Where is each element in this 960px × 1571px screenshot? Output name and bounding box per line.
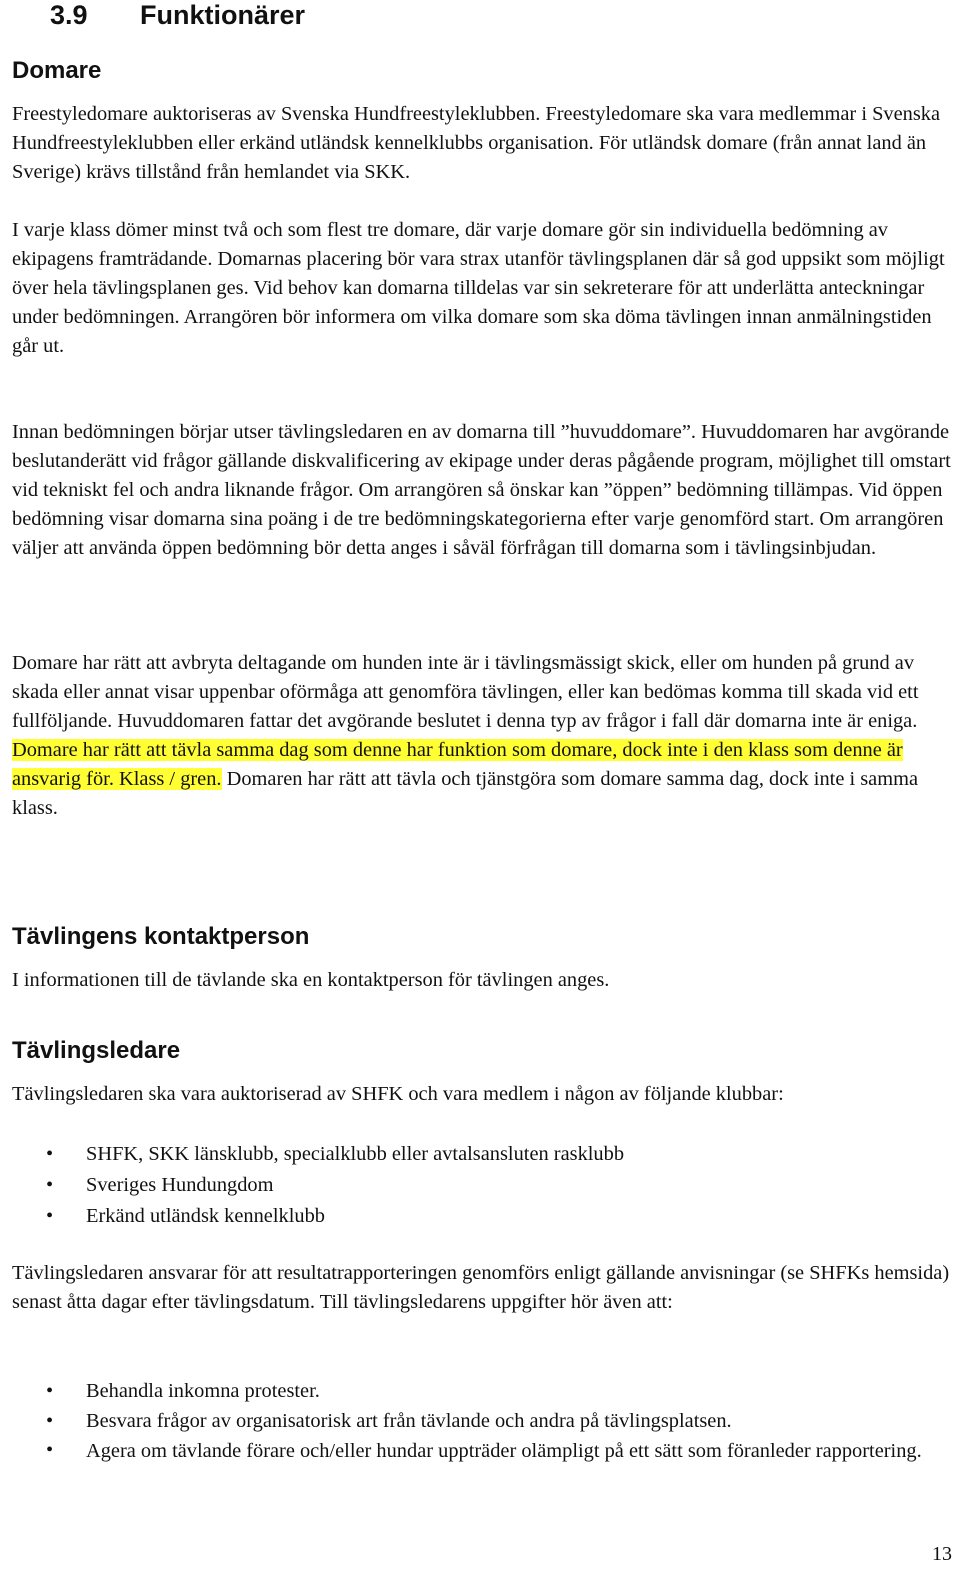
paragraph-kontaktperson: I informationen till de tävlande ska en kontaktperson för tävlingen anges. <box>12 969 610 991</box>
bullet-icon: • <box>46 1380 54 1402</box>
bullet-icon: • <box>46 1205 54 1227</box>
list-item: • SHFK, SKK länsklubb, specialklubb eller avtalsansluten rasklubb <box>12 1139 958 1170</box>
section-number: 3.9 <box>50 0 88 30</box>
paragraph-text: Domare har rätt att avbryta deltagande om hunden inte är i tävlingsmässigt skick, eller om hunden på grund av skada eller annat visar uppenbar oförmåga att genomföra tävlingen, eller kan bedömas komma till skada vid ett fullföljande. Huvuddomaren fattar det avgörande beslutet i denna typ av frågor i fall där domarna inte är eniga. <box>12 652 919 732</box>
paragraph-tavlingsledare-1: Tävlingsledaren ska vara auktoriserad av SHFK och vara medlem i någon av följande klubbar: <box>12 1083 784 1105</box>
list-item: • Besvara frågor av organisatorisk art från tävlande och andra på tävlingsplatsen. <box>12 1406 958 1436</box>
paragraph-domare-2: I varje klass dömer minst två och som flest tre domare, där varje domare gör sin individuella bedömning av ekipagens framträdande. Domarnas placering bör vara strax utanför tävlingsplanen där så god uppsikt som möjligt över hela tävlingsplanen ges. Vid behov kan domarna tilldelas var sin sekreterare för att underlätta anteckningar under bedömningen. Arrangören bör informera om vilka domare som ska döma tävlingen innan anmälningstiden går ut. <box>12 219 945 357</box>
list-item: • Behandla inkomna protester. <box>12 1376 958 1406</box>
club-list <box>12 1139 958 1232</box>
highlighted-text: Domare har rätt att tävla samma dag som denne har funktion som domare, dock inte i den klass som denne är ansvarig för. Klass / gren. <box>12 739 903 790</box>
section-heading <box>50 0 305 30</box>
heading-kontaktperson: Tävlingens kontaktperson <box>12 923 310 950</box>
duties-list <box>12 1376 958 1466</box>
bullet-icon: • <box>46 1439 54 1461</box>
paragraph-domare-3: Innan bedömningen börjar utser tävlingsledaren en av domarna till ”huvuddomare”. Huvuddomaren har avgörande beslutanderätt vid frågor gällande diskvalificering av ekipage under deras pågående program, möjlighet till omstart vid tekniskt fel och andra liknande frågor. Om arrangören så önskar kan ”öppen” bedömning tillämpas. Vid öppen bedömning visar domarna sina poäng i de tre bedömningskategorierna efter varje genomförd start. Om arrangören väljer att använda öppen bedömning bör detta anges i såväl förfrågan till domarna som i tävlingsinbjudan. <box>12 421 951 559</box>
bullet-icon: • <box>46 1410 54 1432</box>
bullet-icon: • <box>46 1143 54 1165</box>
list-item: • Agera om tävlande förare och/eller hundar uppträder olämpligt på ett sätt som föranleder rapportering. <box>12 1436 958 1466</box>
list-item: • Erkänd utländsk kennelklubb <box>12 1201 958 1232</box>
paragraph-tavlingsledare-2: Tävlingsledaren ansvarar för att resultatrapporteringen genomförs enligt gällande anvisningar (se SHFKs hemsida) senast åtta dagar efter tävlingsdatum. Till tävlingsledarens uppgifter hör även att: <box>12 1262 950 1313</box>
page-number: 13 <box>932 1543 952 1565</box>
section-title: Funktionärer <box>140 0 306 30</box>
heading-tavlingsledare: Tävlingsledare <box>12 1037 181 1064</box>
bullet-icon: • <box>46 1174 54 1196</box>
paragraph-domare-4 <box>12 649 958 823</box>
list-item: • Sveriges Hundungdom <box>12 1170 958 1201</box>
heading-domare: Domare <box>12 57 102 84</box>
paragraph-domare-1: Freestyledomare auktoriseras av Svenska Hundfreestyleklubben. Freestyledomare ska vara medlemmar i Svenska Hundfreestyleklubben eller erkänd utländsk kennelklubbs organisation. För utländsk domare (från annat land än Sverige) krävs tillstånd från hemlandet via SKK. <box>12 103 941 183</box>
paragraph-text: Domaren har rätt att tävla och tjänstgöra som domare samma dag, dock inte i samma klass. <box>12 768 918 819</box>
